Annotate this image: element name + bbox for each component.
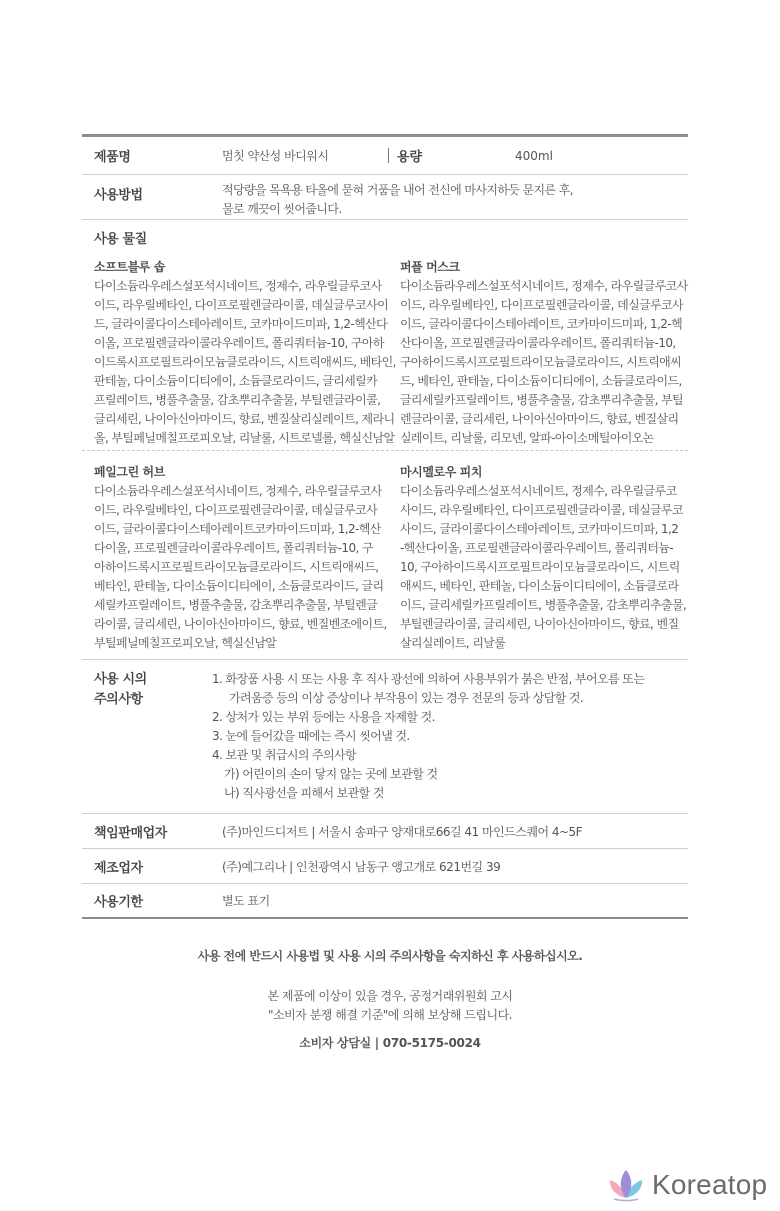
warning-item: 4. 보관 및 취급시의 주의사항 bbox=[212, 748, 357, 762]
ingredient-line: 다이소듐라우레스설포석시네이트, 정제수, 라우릴글루코사 bbox=[94, 484, 382, 498]
ingredient-line: 올, 부틸페닐메칠프로피오날, 리날룰, 시트로넬롤, 헥실신남알 bbox=[94, 431, 395, 445]
expiry-row bbox=[82, 884, 688, 919]
product-name-value: 멈칫 약산성 바디워시 bbox=[222, 149, 329, 163]
ingredient-line: 렌글라이콜, 글리세린, 나이아신아마이드, 향료, 벤질살리 bbox=[399, 412, 679, 426]
ingredient-line: 판테놀, 다이소듐이디티에이, 소듐클로라이드, 글리세릴카 bbox=[94, 374, 378, 388]
ingredient-line: 산다이올, 프로필렌글라이콜라우레이트, 폴리쿼터늄-10, bbox=[399, 336, 676, 350]
ingredient-line: 글리세릴카프릴레이트, 병풀추출물, 감초뿌리추출물, 부틸 bbox=[399, 393, 684, 407]
manufacturer-label: 제조업자 bbox=[94, 860, 143, 876]
ingredient-item-name: 페일그린 허브 bbox=[94, 465, 165, 479]
ingredient-line: 이드, 글라이콜다이스테아레이트코카마이드미파, 1,2-헥산 bbox=[94, 522, 381, 536]
warning-item: 2. 상처가 있는 부위 등에는 사용을 자제할 것. bbox=[212, 710, 435, 724]
ingredient-item-name: 마시멜로우 피치 bbox=[399, 465, 483, 479]
ingredient-line: 다이소듐라우레스설포석시네이트, 정제수, 라우릴글루코사 bbox=[94, 279, 382, 293]
ingredient-item-name: 퍼플 머스크 bbox=[399, 260, 460, 274]
warning-subitem: 가) 어린이의 손이 닿지 않는 곳에 보관할 것 bbox=[224, 767, 438, 781]
ingredient-line: 이드, 라우릴베타인, 다이프로필렌글라이콜, 데실글루코사 bbox=[399, 298, 684, 312]
ingredient-line: 실레이트, 리날룰, 리모넨, 알파-아이소메틸아이오논 bbox=[399, 431, 654, 445]
ingredient-line: 아하이드록시프로필트라이모늄클로라이드, 시트릭애씨드, bbox=[94, 560, 379, 574]
customer-service: 소비자 상담실 | 070-5175-0024 bbox=[299, 1036, 481, 1050]
warning-subitem: 나) 직사광선을 피해서 보관할 것 bbox=[224, 786, 384, 800]
usage-line: 물로 깨끗이 씻어줍니다. bbox=[222, 202, 342, 216]
ingredient-line: 프릴레이트, 병풀추출물, 감초뿌리추출물, 부틸렌글라이콜, bbox=[94, 393, 381, 407]
manufacturer-row bbox=[82, 849, 688, 884]
ingredient-line: -헥산다이올, 프로필렌글라이콜라우레이트, 폴리쿼터늄- bbox=[399, 541, 674, 555]
ingredients-label: 사용 물질 bbox=[94, 232, 147, 247]
ingredient-line: 이드록시프로필트라이모늄클로라이드, 시트릭애씨드, 베타인, bbox=[94, 355, 396, 369]
ingredients-dashed-divider bbox=[82, 450, 688, 451]
ingredient-line: 라이콜, 글리세린, 나이아신아마이드, 향료, 벤질벤조에이트, bbox=[94, 617, 387, 631]
ingredient-line: 사이드, 라우릴베타인, 다이프로필렌글라이콜, 데실글루코 bbox=[399, 503, 684, 517]
ingredient-line: 애씨드, 베타인, 판테놀, 다이소듐이디티에이, 소듐클로라 bbox=[399, 579, 679, 593]
usage-row bbox=[82, 175, 688, 220]
warnings-row bbox=[82, 660, 688, 814]
ingredient-line: 살리실레이트, 리날룰 bbox=[399, 636, 506, 650]
expiry-value: 별도 표기 bbox=[222, 894, 270, 908]
warnings-list bbox=[212, 670, 682, 803]
compensation-line: "소비자 분쟁 해결 기준"에 의해 보상해 드립니다. bbox=[268, 1008, 512, 1022]
ingredient-line: 부틸페닐메칠프로피오날, 헥실신남알 bbox=[94, 636, 277, 650]
ingredients-grid-bottom bbox=[82, 463, 688, 651]
ingredient-line: 부틸렌글라이콜, 글리세린, 나이아신아마이드, 향료, 벤질 bbox=[399, 617, 679, 631]
warnings-label bbox=[82, 670, 212, 710]
expiry-label: 사용기한 bbox=[94, 895, 143, 910]
manufacturer-value: (주)예그리나 | 인천광역시 남동구 앵고개로 621번길 39 bbox=[222, 859, 501, 874]
ingredient-line: 세릴카프릴레이트, 병풀추출물, 감초뿌리추출물, 부틸렌글 bbox=[94, 598, 378, 612]
ingredient-line: 다이소듐라우레스설포석시네이트, 정제수, 라우릴글루코사 bbox=[399, 279, 688, 293]
ingredient-line: 드, 베타인, 판테놀, 다이소듐이디티에이, 소듐클로라이드, bbox=[399, 374, 682, 388]
usage-line: 적당량을 목욕용 타올에 묻혀 거품을 내어 전신에 마사지하듯 문지른 후, bbox=[222, 183, 573, 197]
ingredient-line: 이드, 글라이콜다이스테아레이트, 코카마이드미파, 1,2-헥 bbox=[399, 317, 683, 331]
usage-notice: 사용 전에 반드시 사용법 및 사용 시의 주의사항을 숙지하신 후 사용하십시오. bbox=[197, 949, 583, 963]
warning-item: 1. 화장품 사용 시 또는 사용 후 직사 광선에 의하여 사용부위가 붉은 반점, 부어오름 또는 bbox=[212, 672, 645, 686]
warnings-label-line: 주의사항 bbox=[94, 692, 143, 707]
ingredient-line: 베타인, 판테놀, 다이소듐이디티에이, 소듐클로라이드, 글리 bbox=[94, 579, 384, 593]
product-info-sheet bbox=[82, 134, 688, 919]
koreatop-watermark bbox=[606, 1168, 767, 1202]
lotus-icon bbox=[606, 1168, 646, 1202]
seller-row bbox=[82, 814, 688, 849]
ingredient-line: 사이드, 글라이콜다이스테아레이트, 코카마이드미파, 1,2 bbox=[399, 522, 679, 536]
ingredients-grid-top bbox=[82, 258, 688, 446]
ingredient-item-pale-green-herb bbox=[94, 463, 400, 651]
seller-label: 책임판매업자 bbox=[94, 825, 167, 841]
ingredients-row bbox=[82, 220, 688, 660]
seller-value: (주)마인드디저트 | 서울시 송파구 양재대로66길 41 마인드스퀘어 4~5F bbox=[222, 824, 583, 839]
ingredient-line: 이드, 라우릴베타인, 다이프로필렌글라이콜, 데실글루코사 bbox=[94, 503, 378, 517]
volume-value: 400ml bbox=[515, 148, 553, 163]
volume-label: 용량 bbox=[397, 150, 423, 165]
ingredient-line: 이드, 라우릴베타인, 다이프로필렌글라이콜, 데실글루코사이 bbox=[94, 298, 389, 312]
ingredient-line: 다이소듐라우레스설포석시네이트, 정제수, 라우릴글루코 bbox=[399, 484, 677, 498]
compensation-line: 본 제품에 이상이 있을 경우, 공정거래위원회 고시 bbox=[267, 989, 513, 1003]
warning-item-continued: 가려움증 등의 이상 증상이나 부작용이 있는 경우 전문의 등과 상담할 것. bbox=[229, 691, 584, 705]
warnings-label-line: 사용 시의 bbox=[94, 672, 147, 687]
ingredient-line: 10, 구아하이드록시프로필트라이모늄클로라이드, 시트릭 bbox=[399, 560, 680, 574]
ingredient-line: 구아하이드록시프로필트라이모늄클로라이드, 시트릭애씨 bbox=[399, 355, 682, 369]
watermark-brand: Koreatop bbox=[652, 1169, 768, 1200]
product-name-label: 제품명 bbox=[94, 150, 131, 165]
ingredient-line: 드, 글라이콜다이스테아레이트, 코카마이드미파, 1,2-헥산다 bbox=[94, 317, 388, 331]
product-name-row bbox=[82, 137, 688, 175]
ingredient-line: 글리세린, 나이아신아마이드, 향료, 벤질살리실레이트, 제라니 bbox=[94, 412, 395, 426]
usage-text bbox=[222, 181, 573, 219]
ingredient-item-soft-blue-soap bbox=[94, 258, 400, 446]
usage-label: 사용방법 bbox=[94, 188, 143, 203]
ingredient-line: 이드, 글리세릴카프릴레이트, 병풀추출물, 감초뿌리추출물, bbox=[399, 598, 687, 612]
ingredient-line: 이올, 프로필렌글라이콜라우레이트, 폴리쿼터늄-10, 구아하 bbox=[94, 336, 384, 350]
warning-item: 3. 눈에 들어갔을 때에는 즉시 씻어낼 것. bbox=[212, 729, 410, 743]
ingredient-item-purple-musk bbox=[400, 258, 688, 446]
ingredient-item-marshmallow-peach bbox=[400, 463, 688, 651]
column-separator bbox=[388, 148, 389, 163]
ingredient-item-name: 소프트블루 솝 bbox=[94, 260, 165, 274]
ingredient-line: 다이올, 프로필렌글라이콜라우레이트, 폴리쿼터늄-10, 구 bbox=[94, 541, 373, 555]
